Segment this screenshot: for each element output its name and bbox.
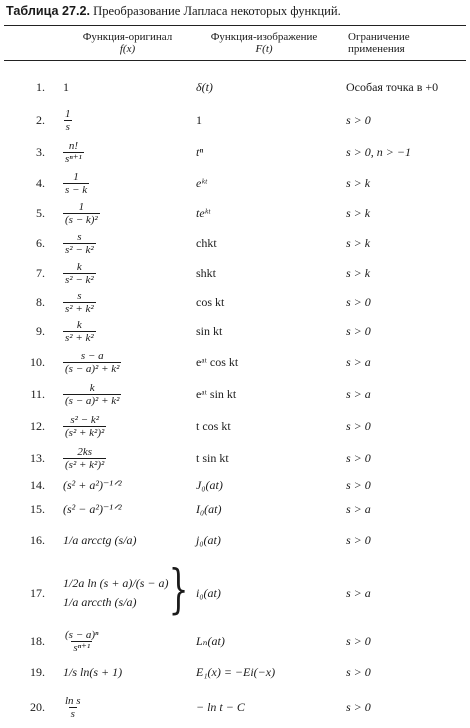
curly-brace-icon: } (168, 560, 189, 620)
row-number: 12. (30, 418, 45, 433)
row-number: 19. (30, 664, 45, 679)
original-fraction: $\frac{\text{s² − k²}}{\text{(s² + k²)²}}$ (65, 413, 105, 439)
table-row (0, 656, 470, 688)
table-row (0, 626, 470, 656)
image-function: eᵃᵗ cos kt (196, 354, 239, 369)
row-number: 9. (36, 323, 45, 338)
condition: s > 0 (346, 450, 371, 465)
image-function: j₀(at) (196, 532, 221, 547)
table-row (0, 288, 470, 316)
condition: s > k (346, 205, 371, 220)
image-function: sin kt (196, 323, 223, 338)
header-image (194, 31, 334, 55)
original-function: 1/s ln(s + 1) (63, 664, 123, 679)
original-fraction: $\frac{\text{ln s}}{s}$ (65, 694, 81, 720)
original-fraction: $\frac{s}{\text{s² + k²}}$ (65, 289, 94, 315)
condition: Особая точка в +0 (346, 79, 439, 94)
image-function: Lₙ(at) (196, 633, 225, 648)
row-number: 6. (36, 235, 45, 250)
original-function: (s² − a²)⁻¹ᐟ² (63, 501, 122, 516)
image-function: cos kt (196, 294, 225, 309)
header-original-title: Функция-оригинал (82, 31, 173, 43)
original-fraction: $\frac{1}{s}$ (65, 107, 71, 133)
condition: s > a (346, 585, 371, 600)
condition: s > 0 (346, 699, 371, 714)
condition: s > 0 (346, 112, 371, 127)
image-function: i₀(at) (196, 585, 221, 600)
row-number: 2. (36, 112, 45, 127)
condition: s > k (346, 265, 371, 280)
image-function: t cos kt (196, 418, 231, 433)
table-row (0, 198, 470, 228)
row-number: 13. (30, 450, 45, 465)
row-number: 8. (36, 294, 45, 309)
condition: s > a (346, 386, 371, 401)
table-row (0, 228, 470, 258)
original-fraction: $\frac{k}{\text{(s − a)² + k²}}$ (65, 381, 120, 407)
table-row (0, 136, 470, 168)
condition: s > 0 (346, 633, 371, 648)
row-number: 1. (36, 79, 45, 94)
image-function: shkt (196, 265, 217, 280)
image-function: teᵏᵗ (196, 205, 211, 220)
condition: s > 0 (346, 418, 371, 433)
table-row (0, 690, 470, 724)
header-image-symbol: F(t) (255, 43, 273, 55)
header-rule (4, 60, 466, 61)
original-fraction: $\frac{n!}{\text{sⁿ⁺¹}}$ (65, 139, 82, 165)
condition: s > 0 (346, 294, 371, 309)
original-fraction: $\frac{s}{\text{s² − k²}}$ (65, 230, 94, 256)
table-row (0, 496, 470, 522)
row-number: 18. (30, 633, 45, 648)
original-fraction: $\frac{k}{\text{s² + k²}}$ (65, 318, 94, 344)
table-row (0, 522, 470, 558)
condition: s > k (346, 235, 371, 250)
table-row (0, 168, 470, 198)
condition: s > a (346, 501, 371, 516)
row-number: 17. (30, 585, 45, 600)
row-number: 15. (30, 501, 45, 516)
table-row (0, 474, 470, 496)
original-fraction: $\frac{1}{\text{(s − k)²}}$ (65, 200, 98, 226)
condition: s > k (346, 175, 371, 190)
row-number: 7. (36, 265, 45, 280)
row-number: 20. (30, 699, 45, 714)
header-image-title: Функция-изображение (210, 31, 318, 43)
header-original-symbol: f(x) (119, 43, 136, 55)
caption-label: Таблица 27.2. (6, 4, 90, 18)
condition: s > 0 (346, 323, 371, 338)
image-function: chkt (196, 235, 217, 250)
caption-title: Преобразование Лапласа некоторых функций. (93, 4, 341, 18)
row-number: 3. (36, 144, 45, 159)
original-function-alt: 1/a arccth (s/a) (63, 595, 137, 609)
condition: s > 0 (346, 664, 371, 679)
condition: s > a (346, 354, 371, 369)
row-number: 10. (30, 354, 45, 369)
row-number: 5. (36, 205, 45, 220)
top-rule (4, 25, 466, 26)
original-fraction: $\frac{k}{\text{s² − k²}}$ (65, 260, 94, 286)
table-row (0, 76, 470, 98)
condition: s > 0, n > −1 (346, 144, 411, 159)
header-limit-line1: Ограничение (348, 31, 410, 43)
row-number: 14. (30, 477, 45, 492)
image-function: I₀(at) (196, 501, 222, 516)
table-row (0, 316, 470, 346)
original-fraction: $\frac{2ks}{\text{(s² + k²)²}}$ (65, 445, 105, 471)
original-fraction: $\frac{1}{s - k}$ (65, 170, 88, 196)
row-number: 4. (36, 175, 45, 190)
row-number: 11. (30, 386, 45, 401)
image-function: 1 (196, 112, 202, 127)
original-function: 1/2a ln (s + a)/(s − a) (63, 576, 169, 590)
image-function: eᵏᵗ (196, 175, 207, 190)
table-caption (6, 4, 341, 19)
image-function: J₀(at) (196, 477, 223, 492)
original-fraction: $\frac{s - a}{\text{(s − a)² + k²}}$ (65, 349, 120, 375)
table-row (0, 378, 470, 410)
original-function: 1 (63, 79, 69, 94)
header-original (60, 31, 195, 55)
condition: s > 0 (346, 532, 371, 547)
table-row (0, 346, 470, 378)
original-function-pair (63, 576, 169, 610)
table-row (0, 410, 470, 442)
image-function: δ(t) (196, 79, 213, 94)
original-function: (s² + a²)⁻¹ᐟ² (63, 477, 122, 492)
row-number: 16. (30, 532, 45, 547)
image-function: E₁(x) = −Ei(−x) (196, 664, 276, 679)
table-row (0, 442, 470, 474)
image-function: tⁿ (196, 144, 204, 159)
header-limit-line2: применения (348, 43, 405, 55)
original-function: 1/a arcctg (s/a) (63, 532, 137, 547)
condition: s > 0 (346, 477, 371, 492)
image-function: eᵃᵗ sin kt (196, 386, 237, 401)
image-function: − ln t − C (196, 699, 245, 714)
image-function: t sin kt (196, 450, 229, 465)
table-row (0, 104, 470, 136)
table-row (0, 562, 470, 624)
header-limit (348, 31, 466, 55)
table-row (0, 258, 470, 288)
original-fraction: $\frac{\text{(s − a)ⁿ}}{\text{sⁿ⁺¹}}$ (65, 628, 99, 654)
